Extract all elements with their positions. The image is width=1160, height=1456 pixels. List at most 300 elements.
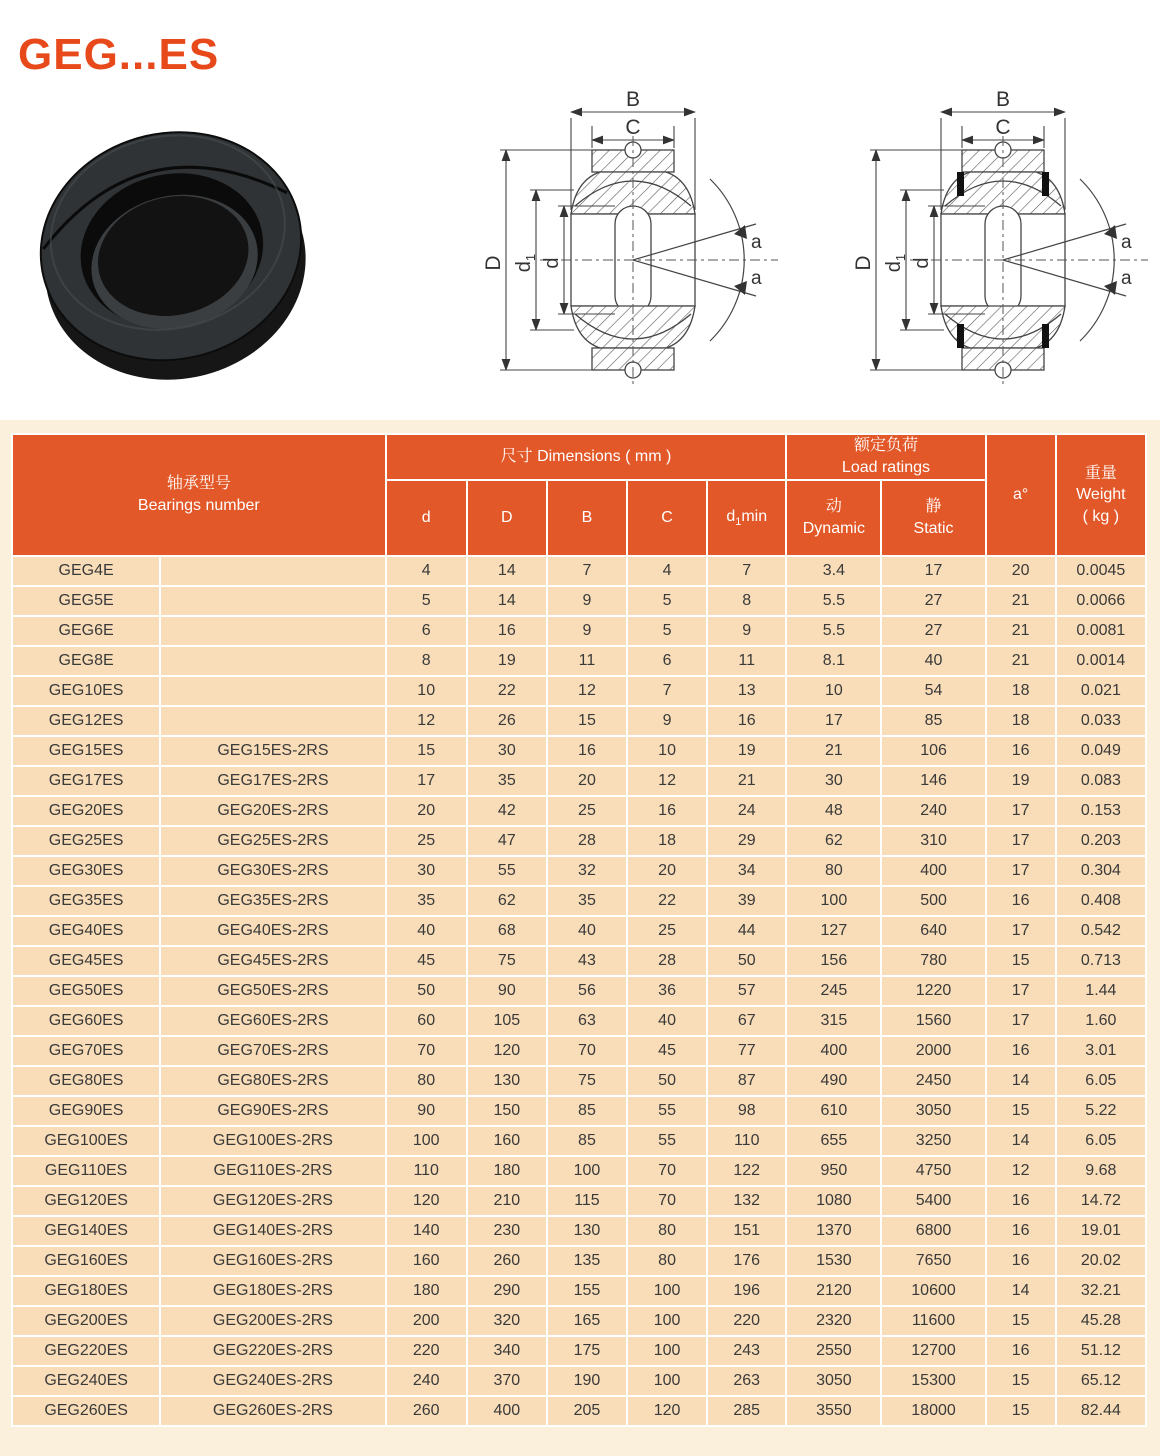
dim-D: 120 xyxy=(468,1037,546,1065)
load-static: 1220 xyxy=(882,977,984,1005)
bearing-number: GEG160ES xyxy=(13,1247,159,1275)
weight-kg: 3.01 xyxy=(1057,1037,1145,1065)
bearing-number: GEG260ES xyxy=(13,1397,159,1425)
dim-D: 130 xyxy=(468,1067,546,1095)
angle-a: 14 xyxy=(987,1277,1055,1305)
load-static: 500 xyxy=(882,887,984,915)
dim-d: 6 xyxy=(387,617,466,645)
load-static: 27 xyxy=(882,587,984,615)
header-col-B: B xyxy=(548,481,626,555)
dim-d1min: 243 xyxy=(708,1337,785,1365)
dim-B: 115 xyxy=(548,1187,626,1215)
dim-label-B: B xyxy=(995,88,1011,111)
bearing-number-2rs xyxy=(161,647,384,675)
dim-d: 140 xyxy=(387,1217,466,1245)
dim-D: 230 xyxy=(468,1217,546,1245)
angle-a: 17 xyxy=(987,977,1055,1005)
dim-D: 68 xyxy=(468,917,546,945)
load-static: 54 xyxy=(882,677,984,705)
angle-label-a-bottom: a xyxy=(1121,268,1132,289)
angle-a: 17 xyxy=(987,1007,1055,1035)
load-dynamic: 3.4 xyxy=(787,557,880,585)
dim-d: 17 xyxy=(387,767,466,795)
dim-label-D: D xyxy=(482,255,505,271)
weight-kg: 32.21 xyxy=(1057,1277,1145,1305)
dim-d1min: 19 xyxy=(708,737,785,765)
bearing-number-2rs xyxy=(161,707,384,735)
table-row xyxy=(13,647,1145,675)
bearing-number: GEG70ES xyxy=(13,1037,159,1065)
bearing-number-2rs: GEG40ES-2RS xyxy=(161,917,384,945)
bearing-number: GEG17ES xyxy=(13,767,159,795)
dim-D: 340 xyxy=(468,1337,546,1365)
table-row xyxy=(13,947,1145,975)
bearing-number: GEG180ES xyxy=(13,1277,159,1305)
weight-kg: 19.01 xyxy=(1057,1217,1145,1245)
dim-d1min: 176 xyxy=(708,1247,785,1275)
bearing-number: GEG35ES xyxy=(13,887,159,915)
weight-kg: 6.05 xyxy=(1057,1067,1145,1095)
dim-B: 63 xyxy=(548,1007,626,1035)
dim-D: 260 xyxy=(468,1247,546,1275)
dim-D: 160 xyxy=(468,1127,546,1155)
weight-kg: 1.44 xyxy=(1057,977,1145,1005)
weight-kg: 0.203 xyxy=(1057,827,1145,855)
weight-kg: 82.44 xyxy=(1057,1397,1145,1425)
bearing-number-2rs xyxy=(161,617,384,645)
load-dynamic: 245 xyxy=(787,977,880,1005)
header-bearings-number: 轴承型号 Bearings number xyxy=(13,435,385,555)
load-dynamic: 610 xyxy=(787,1097,880,1125)
angle-a: 16 xyxy=(987,1217,1055,1245)
dim-D: 35 xyxy=(468,767,546,795)
load-dynamic: 655 xyxy=(787,1127,880,1155)
bearing-number-2rs: GEG35ES-2RS xyxy=(161,887,384,915)
angle-a: 18 xyxy=(987,677,1055,705)
load-static: 146 xyxy=(882,767,984,795)
load-static: 7650 xyxy=(882,1247,984,1275)
load-dynamic: 156 xyxy=(787,947,880,975)
load-dynamic: 48 xyxy=(787,797,880,825)
dim-d1min: 151 xyxy=(708,1217,785,1245)
dim-d: 260 xyxy=(387,1397,466,1425)
dim-label-d: d xyxy=(911,257,933,269)
load-static: 27 xyxy=(882,617,984,645)
dim-label-d1: $d_1$ xyxy=(883,253,908,273)
angle-label-a-top: a xyxy=(1121,232,1132,253)
bearing-number-2rs: GEG15ES-2RS xyxy=(161,737,384,765)
dim-d: 180 xyxy=(387,1277,466,1305)
bearing-number-2rs: GEG260ES-2RS xyxy=(161,1397,384,1425)
weight-kg: 0.021 xyxy=(1057,677,1145,705)
bearing-number: GEG8E xyxy=(13,647,159,675)
angle-a: 16 xyxy=(987,887,1055,915)
dim-d: 70 xyxy=(387,1037,466,1065)
dim-d1min: 285 xyxy=(708,1397,785,1425)
load-dynamic: 400 xyxy=(787,1037,880,1065)
dim-d: 45 xyxy=(387,947,466,975)
angle-a: 20 xyxy=(987,557,1055,585)
dim-C: 100 xyxy=(628,1307,706,1335)
dim-D: 62 xyxy=(468,887,546,915)
load-dynamic: 8.1 xyxy=(787,647,880,675)
weight-kg: 0.713 xyxy=(1057,947,1145,975)
dim-d1min: 9 xyxy=(708,617,785,645)
bearing-number-2rs xyxy=(161,557,384,585)
dim-B: 7 xyxy=(548,557,626,585)
bearing-number-2rs: GEG90ES-2RS xyxy=(161,1097,384,1125)
table-row xyxy=(13,767,1145,795)
dim-d: 25 xyxy=(387,827,466,855)
load-static: 12700 xyxy=(882,1337,984,1365)
dim-B: 165 xyxy=(548,1307,626,1335)
dim-B: 100 xyxy=(548,1157,626,1185)
table-row xyxy=(13,1337,1145,1365)
table-row xyxy=(13,1067,1145,1095)
bearing-number: GEG45ES xyxy=(13,947,159,975)
dim-B: 12 xyxy=(548,677,626,705)
load-dynamic: 100 xyxy=(787,887,880,915)
dim-C: 5 xyxy=(628,587,706,615)
dim-label-D: D xyxy=(852,255,875,271)
bearing-number-2rs xyxy=(161,677,384,705)
dim-C: 40 xyxy=(628,1007,706,1035)
dim-label-d1: $d_1$ xyxy=(513,253,538,273)
load-static: 11600 xyxy=(882,1307,984,1335)
dim-B: 35 xyxy=(548,887,626,915)
header-angle-a: a° xyxy=(987,435,1055,555)
dim-B: 130 xyxy=(548,1217,626,1245)
bearing-number-2rs: GEG180ES-2RS xyxy=(161,1277,384,1305)
table-row xyxy=(13,587,1145,615)
bearing-number: GEG4E xyxy=(13,557,159,585)
table-row xyxy=(13,737,1145,765)
dim-d1min: 263 xyxy=(708,1367,785,1395)
dim-D: 370 xyxy=(468,1367,546,1395)
angle-a: 16 xyxy=(987,737,1055,765)
cross-section-diagram-open xyxy=(448,82,788,402)
dim-d1min: 132 xyxy=(708,1187,785,1215)
bearing-number: GEG200ES xyxy=(13,1307,159,1335)
dim-D: 75 xyxy=(468,947,546,975)
load-static: 17 xyxy=(882,557,984,585)
weight-kg: 6.05 xyxy=(1057,1127,1145,1155)
dim-C: 80 xyxy=(628,1247,706,1275)
dim-d: 90 xyxy=(387,1097,466,1125)
dim-d: 80 xyxy=(387,1067,466,1095)
bearing-number-2rs: GEG20ES-2RS xyxy=(161,797,384,825)
dim-d1min: 122 xyxy=(708,1157,785,1185)
bearing-number-2rs: GEG17ES-2RS xyxy=(161,767,384,795)
dim-C: 100 xyxy=(628,1337,706,1365)
table-row xyxy=(13,977,1145,1005)
table-row xyxy=(13,917,1145,945)
dim-d1min: 13 xyxy=(708,677,785,705)
weight-kg: 0.033 xyxy=(1057,707,1145,735)
load-dynamic: 2550 xyxy=(787,1337,880,1365)
angle-a: 21 xyxy=(987,587,1055,615)
dim-d1min: 98 xyxy=(708,1097,785,1125)
table-row xyxy=(13,1307,1145,1335)
dim-d: 50 xyxy=(387,977,466,1005)
load-static: 6800 xyxy=(882,1217,984,1245)
dim-B: 15 xyxy=(548,707,626,735)
bearing-number-2rs: GEG110ES-2RS xyxy=(161,1157,384,1185)
bearing-number-2rs: GEG60ES-2RS xyxy=(161,1007,384,1035)
table-row xyxy=(13,707,1145,735)
load-static: 2450 xyxy=(882,1067,984,1095)
load-dynamic: 10 xyxy=(787,677,880,705)
load-static: 15300 xyxy=(882,1367,984,1395)
dim-d: 60 xyxy=(387,1007,466,1035)
dim-d: 20 xyxy=(387,797,466,825)
dim-D: 90 xyxy=(468,977,546,1005)
table-row xyxy=(13,1187,1145,1215)
bearing-number: GEG240ES xyxy=(13,1367,159,1395)
dim-D: 26 xyxy=(468,707,546,735)
dim-C: 80 xyxy=(628,1217,706,1245)
weight-kg: 0.0014 xyxy=(1057,647,1145,675)
bearing-number: GEG25ES xyxy=(13,827,159,855)
load-dynamic: 21 xyxy=(787,737,880,765)
bearing-number-2rs: GEG30ES-2RS xyxy=(161,857,384,885)
bearing-number-2rs: GEG240ES-2RS xyxy=(161,1367,384,1395)
weight-kg: 45.28 xyxy=(1057,1307,1145,1335)
bearing-number: GEG120ES xyxy=(13,1187,159,1215)
dim-C: 22 xyxy=(628,887,706,915)
load-dynamic: 62 xyxy=(787,827,880,855)
weight-kg: 20.02 xyxy=(1057,1247,1145,1275)
header-col-d: d xyxy=(387,481,466,555)
angle-a: 15 xyxy=(987,1367,1055,1395)
bearing-number-2rs: GEG160ES-2RS xyxy=(161,1247,384,1275)
header-dimensions-group: 尺寸 Dimensions ( mm ) xyxy=(387,435,786,479)
dim-C: 16 xyxy=(628,797,706,825)
dim-D: 320 xyxy=(468,1307,546,1335)
dim-d1min: 87 xyxy=(708,1067,785,1095)
angle-a: 21 xyxy=(987,617,1055,645)
dim-d1min: 21 xyxy=(708,767,785,795)
load-dynamic: 3050 xyxy=(787,1367,880,1395)
weight-kg: 0.0045 xyxy=(1057,557,1145,585)
dim-d1min: 11 xyxy=(708,647,785,675)
dim-C: 25 xyxy=(628,917,706,945)
bearing-photo xyxy=(28,100,318,405)
dim-D: 14 xyxy=(468,557,546,585)
bearing-number: GEG6E xyxy=(13,617,159,645)
dim-d1min: 57 xyxy=(708,977,785,1005)
table-row xyxy=(13,1277,1145,1305)
dim-B: 56 xyxy=(548,977,626,1005)
bearing-number: GEG140ES xyxy=(13,1217,159,1245)
dim-d1min: 220 xyxy=(708,1307,785,1335)
table-row xyxy=(13,617,1145,645)
bearing-photo-image xyxy=(28,100,318,405)
header-col-d1min: $d_1\min$ xyxy=(708,481,785,555)
load-dynamic: 490 xyxy=(787,1067,880,1095)
dim-B: 205 xyxy=(548,1397,626,1425)
dim-B: 70 xyxy=(548,1037,626,1065)
dim-C: 50 xyxy=(628,1067,706,1095)
bearing-number-2rs: GEG100ES-2RS xyxy=(161,1127,384,1155)
bearing-number: GEG60ES xyxy=(13,1007,159,1035)
angle-a: 17 xyxy=(987,917,1055,945)
load-dynamic: 30 xyxy=(787,767,880,795)
dim-d1min: 34 xyxy=(708,857,785,885)
table-row xyxy=(13,1247,1145,1275)
dim-B: 155 xyxy=(548,1277,626,1305)
load-dynamic: 1530 xyxy=(787,1247,880,1275)
dim-C: 120 xyxy=(628,1397,706,1425)
angle-a: 14 xyxy=(987,1127,1055,1155)
dim-D: 290 xyxy=(468,1277,546,1305)
bearing-number: GEG15ES xyxy=(13,737,159,765)
dim-d1min: 44 xyxy=(708,917,785,945)
dim-d: 35 xyxy=(387,887,466,915)
angle-a: 15 xyxy=(987,1397,1055,1425)
dim-B: 85 xyxy=(548,1127,626,1155)
bearing-number: GEG220ES xyxy=(13,1337,159,1365)
load-dynamic: 127 xyxy=(787,917,880,945)
table-section xyxy=(0,420,1160,1456)
dim-label-C: C xyxy=(625,116,641,139)
dim-C: 36 xyxy=(628,977,706,1005)
angle-a: 16 xyxy=(987,1187,1055,1215)
bearing-number-2rs: GEG45ES-2RS xyxy=(161,947,384,975)
dim-D: 30 xyxy=(468,737,546,765)
weight-kg: 0.083 xyxy=(1057,767,1145,795)
dim-d1min: 24 xyxy=(708,797,785,825)
dim-B: 16 xyxy=(548,737,626,765)
angle-a: 17 xyxy=(987,827,1055,855)
dim-d1min: 67 xyxy=(708,1007,785,1035)
bearing-number-2rs: GEG80ES-2RS xyxy=(161,1067,384,1095)
dim-B: 20 xyxy=(548,767,626,795)
bearing-number: GEG20ES xyxy=(13,797,159,825)
table-row xyxy=(13,857,1145,885)
dim-D: 400 xyxy=(468,1397,546,1425)
weight-kg: 65.12 xyxy=(1057,1367,1145,1395)
angle-a: 19 xyxy=(987,767,1055,795)
cross-section-diagram-sealed xyxy=(818,82,1158,402)
load-static: 1560 xyxy=(882,1007,984,1035)
dim-D: 105 xyxy=(468,1007,546,1035)
dim-C: 100 xyxy=(628,1367,706,1395)
dim-C: 9 xyxy=(628,707,706,735)
dim-d: 40 xyxy=(387,917,466,945)
weight-kg: 0.0066 xyxy=(1057,587,1145,615)
bearing-number: GEG100ES xyxy=(13,1127,159,1155)
dim-d1min: 196 xyxy=(708,1277,785,1305)
angle-a: 12 xyxy=(987,1157,1055,1185)
load-dynamic: 315 xyxy=(787,1007,880,1035)
bearing-number: GEG12ES xyxy=(13,707,159,735)
bearing-number: GEG10ES xyxy=(13,677,159,705)
bearing-number: GEG30ES xyxy=(13,857,159,885)
load-static: 3250 xyxy=(882,1127,984,1155)
weight-kg: 51.12 xyxy=(1057,1337,1145,1365)
load-dynamic: 5.5 xyxy=(787,587,880,615)
dim-D: 22 xyxy=(468,677,546,705)
angle-a: 18 xyxy=(987,707,1055,735)
dim-D: 47 xyxy=(468,827,546,855)
load-static: 400 xyxy=(882,857,984,885)
load-dynamic: 3550 xyxy=(787,1397,880,1425)
bearing-number-2rs: GEG140ES-2RS xyxy=(161,1217,384,1245)
table-row xyxy=(13,557,1145,585)
load-static: 85 xyxy=(882,707,984,735)
dim-C: 6 xyxy=(628,647,706,675)
load-static: 780 xyxy=(882,947,984,975)
dim-d: 15 xyxy=(387,737,466,765)
angle-a: 16 xyxy=(987,1337,1055,1365)
page-title: GEG...ES xyxy=(18,30,220,79)
dim-d: 120 xyxy=(387,1187,466,1215)
dim-D: 150 xyxy=(468,1097,546,1125)
bearing-number: GEG80ES xyxy=(13,1067,159,1095)
table-row xyxy=(13,1157,1145,1185)
load-static: 3050 xyxy=(882,1097,984,1125)
dim-B: 175 xyxy=(548,1337,626,1365)
load-static: 2000 xyxy=(882,1037,984,1065)
bearing-number-2rs: GEG50ES-2RS xyxy=(161,977,384,1005)
dim-d: 100 xyxy=(387,1127,466,1155)
dim-D: 55 xyxy=(468,857,546,885)
dim-d: 8 xyxy=(387,647,466,675)
bearing-number-2rs: GEG120ES-2RS xyxy=(161,1187,384,1215)
dim-C: 20 xyxy=(628,857,706,885)
weight-kg: 0.153 xyxy=(1057,797,1145,825)
dim-C: 4 xyxy=(628,557,706,585)
dim-B: 11 xyxy=(548,647,626,675)
dim-d: 10 xyxy=(387,677,466,705)
dim-B: 190 xyxy=(548,1367,626,1395)
dim-B: 9 xyxy=(548,617,626,645)
header-weight: 重量 Weight ( kg ) xyxy=(1057,435,1145,555)
angle-a: 14 xyxy=(987,1067,1055,1095)
table-row xyxy=(13,1007,1145,1035)
load-dynamic: 5.5 xyxy=(787,617,880,645)
dim-d: 4 xyxy=(387,557,466,585)
angle-a: 15 xyxy=(987,947,1055,975)
angle-label-a-top: a xyxy=(751,232,762,253)
table-row xyxy=(13,797,1145,825)
angle-a: 15 xyxy=(987,1307,1055,1335)
dim-d1min: 39 xyxy=(708,887,785,915)
load-static: 10600 xyxy=(882,1277,984,1305)
bearing-number: GEG90ES xyxy=(13,1097,159,1125)
bearing-number-2rs: GEG200ES-2RS xyxy=(161,1307,384,1335)
dim-d: 240 xyxy=(387,1367,466,1395)
dim-C: 45 xyxy=(628,1037,706,1065)
weight-kg: 0.049 xyxy=(1057,737,1145,765)
dim-d: 110 xyxy=(387,1157,466,1185)
dim-D: 180 xyxy=(468,1157,546,1185)
load-dynamic: 950 xyxy=(787,1157,880,1185)
angle-a: 17 xyxy=(987,797,1055,825)
bearing-number: GEG40ES xyxy=(13,917,159,945)
weight-kg: 0.0081 xyxy=(1057,617,1145,645)
table-row xyxy=(13,887,1145,915)
dim-d: 5 xyxy=(387,587,466,615)
table-row xyxy=(13,1217,1145,1245)
dim-C: 70 xyxy=(628,1157,706,1185)
header-col-C: C xyxy=(628,481,706,555)
dim-C: 7 xyxy=(628,677,706,705)
dim-B: 9 xyxy=(548,587,626,615)
dim-C: 70 xyxy=(628,1187,706,1215)
dim-D: 16 xyxy=(468,617,546,645)
